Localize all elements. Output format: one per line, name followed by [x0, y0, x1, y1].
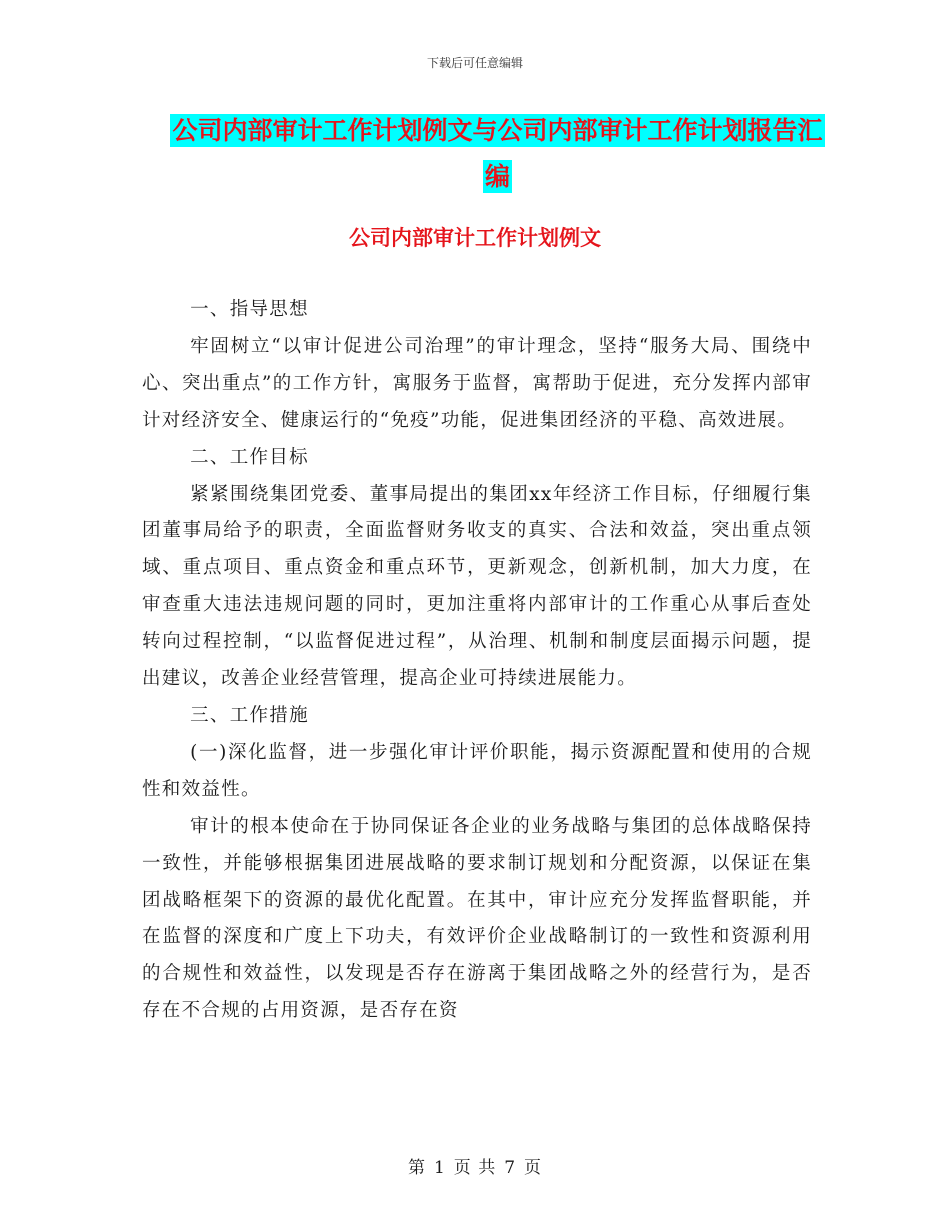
- document-title-text: 公司内部审计工作计划例文与公司内部审计工作计划报告汇编: [172, 116, 823, 191]
- header-note: 下载后可任意编辑: [426, 56, 523, 70]
- document-body: [142, 292, 812, 1030]
- footer-suffix: 页: [524, 1158, 543, 1178]
- paragraph: 牢固树立“以审计促进公司治理”的审计理念，坚持“服务大局、围绕中心、突出重点”的工作方针，寓服务于监督，寓帮助于促进，充分发挥内部审计对经济安全、健康运行的“免疫”功能，促进集团经济的平稳、高效进展。: [142, 335, 812, 431]
- paragraph: 审计的根本使命在于协同保证各企业的业务战略与集团的总体战略保持一致性，并能够根据集团进展战略的要求制订规划和分配资源，以保证在集团战略框架下的资源的最优化配置。在其中，审计应充分发挥监督职能，并在监督的深度和广度上下功夫，有效评价企业战略制订的一致性和资源利用的合规性和效益性，以发现是否存在游离于集团战略之外的经营行为，是否存在不合规的占用资源，是否存在资: [142, 815, 812, 1022]
- footer-current-page: 1: [433, 1158, 446, 1178]
- paragraph: (一)深化监督，进一步强化审计评价职能，揭示资源配置和使用的合规性和效益性。: [142, 741, 812, 800]
- footer-total-pages: 7: [504, 1158, 517, 1178]
- heading-guiding-ideology: 一、指导思想: [190, 299, 309, 320]
- section-title: 公司内部审计工作计划例文: [349, 226, 601, 250]
- paragraph: 紧紧围绕集团党委、董事局提出的集团xx年经济工作目标，仔细履行集团董事局给予的职责，全面监督财务收支的真实、合法和效益，突出重点领域、重点项目、重点资金和重点环节，更新观念，创新机制，加大力度，在审查重大违法违规问题的同时，更加注重将内部审计的工作重心从事后查处转向过程控制，“以监督促进过程”，从治理、机制和制度层面揭示问题，提出建议，改善企业经营管理，提高企业可持续进展能力。: [142, 483, 812, 690]
- heading-work-goals: 二、工作目标: [190, 446, 309, 468]
- heading-work-measures: 三、工作措施: [190, 704, 309, 726]
- footer-middle: 页 共: [453, 1158, 497, 1178]
- footer-prefix: 第: [407, 1158, 426, 1178]
- document-title: [170, 108, 825, 200]
- page-number-footer: [0, 1153, 950, 1178]
